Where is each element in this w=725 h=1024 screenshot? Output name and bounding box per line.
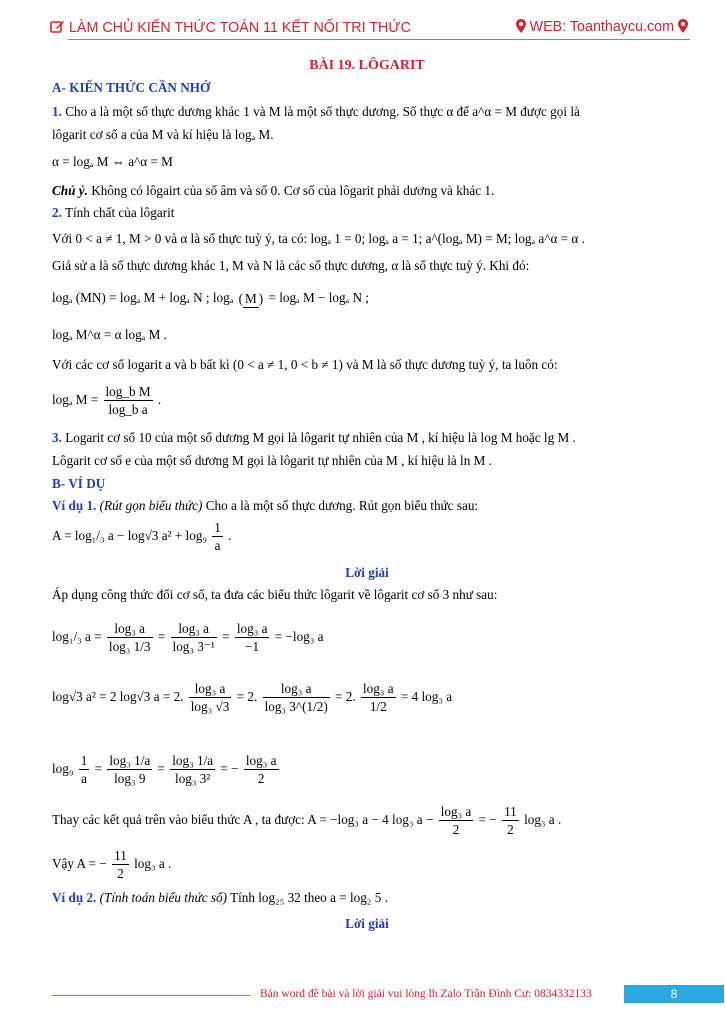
p2-f1-fraction: ( M ) [238, 290, 264, 306]
step1-left: log₁/₃ a = [52, 629, 102, 644]
ex2-text: Tính log₂₅ 32 theo a = log₂ 5 . [226, 890, 388, 905]
location-pin-icon [678, 19, 688, 33]
p2-line1: Với 0 < a ≠ 1, M > 0 và α là số thực tuỳ ý, ta có: logₐ 1 = 0; logₐ a = 1; a^(logₐ M) = M; logₐ a^α = α . [52, 231, 585, 246]
step4-end: log₃ a . [524, 812, 562, 827]
note [52, 182, 494, 200]
page-header [50, 19, 690, 41]
step3-left: log₉ [52, 761, 74, 776]
step2-end: = 4 log₃ a [400, 689, 453, 704]
step5-den: 2 [117, 866, 124, 882]
step3-f2-den: log₃ 3² [175, 771, 211, 787]
step3-f1-den: log₃ 9 [114, 771, 146, 787]
step3-f1-num: log₃ 1/a [109, 753, 151, 769]
step2-f2-num: log₃ a [263, 680, 330, 698]
location-pin-icon [516, 19, 526, 33]
p1-line1 [52, 103, 580, 121]
p2-f3-right: . [157, 392, 162, 407]
step2-f1-num: log₃ a [189, 680, 232, 698]
step3-eq2: = [157, 761, 165, 776]
ex1-formula-left: A = log₁/₃ a − log√3 a² + log₉ [52, 528, 207, 543]
step2-f2-den: log₃ 3^(1/2) [264, 699, 328, 715]
step3-eq1: = [94, 761, 103, 776]
ex1-italic: (Rút gọn biểu thức) [96, 498, 203, 513]
step2-mid2: = 2. [335, 689, 356, 704]
page-number: 8 [624, 985, 724, 1003]
p2-f1-left: logₐ (MN) = logₐ M + logₐ N ; logₐ [52, 290, 234, 305]
p2-f1-num: M [245, 290, 257, 306]
ex1-statement [52, 497, 478, 515]
step3-pre-frac [79, 752, 90, 787]
section-b-heading: B- VÍ DỤ [52, 476, 106, 491]
step1-f1-num: log₃ a [107, 620, 153, 638]
header-website[interactable]: WEB: Toanthaycu.com [529, 19, 675, 35]
step2-left: log√3 a² = 2 log√3 a = 2. [52, 689, 184, 704]
step1-f3-num: log₃ a [236, 621, 268, 637]
step3-pre-den: a [81, 771, 87, 787]
solution-intro: Áp dụng công thức đổi cơ số, ta đưa các biểu thức lôgarit về lôgarit cơ số 3 như sau: [52, 587, 498, 602]
footer-text: Bản word đề bài và lời giải vui lòng lh Zalo Trần Đình Cư: 0834332133 [260, 988, 592, 1000]
step1-end: = −log₃ a [274, 629, 324, 644]
step1-f2-num: log₃ a [171, 620, 217, 638]
p1-formula: α = logₐ M ⇔ a^α = M [52, 154, 173, 169]
ex1-frac-num: 1 [214, 520, 221, 536]
step2-mid1: = 2. [236, 689, 258, 704]
p2-f3-den: log_b a [108, 402, 148, 418]
ex1-formula-right: . [228, 528, 232, 543]
header-right[interactable] [516, 19, 688, 35]
step2-frac1 [189, 680, 232, 715]
p2-f3-left: logₐ M = [52, 392, 99, 407]
edit-icon [50, 19, 65, 34]
step1-frac3 [235, 620, 270, 655]
step5 [52, 844, 171, 884]
p3-number: 3. [52, 430, 62, 445]
p2-f3-fraction [104, 383, 153, 418]
step5-right: log₃ a . [134, 856, 172, 871]
step3-f2-num: log₃ 1/a [172, 753, 214, 769]
step2-f1-den: log₃ √3 [190, 699, 230, 715]
ex2-statement [52, 889, 388, 907]
step4 [52, 800, 561, 840]
p2-heading [52, 204, 174, 222]
step3-pre-num: 1 [80, 753, 88, 769]
step4-f1-den: 2 [452, 822, 460, 838]
p1-text: Cho a là một số thực dương khác 1 và M là một số thực dương. Số thực α để a^α = M được gọi là [65, 104, 580, 119]
footer-rule [52, 995, 250, 996]
step3-frac1 [107, 752, 152, 787]
step3-f3-den: 2 [257, 771, 265, 787]
p3-text: Logarit cơ số 10 của một số dương M gọi là lôgarit tự nhiên của M , kí hiệu là log M hoặc lg M . [61, 430, 576, 445]
ex1-text: Cho a là một số thực dương. Rút gọn biểu thức sau: [202, 498, 479, 513]
ex1-label: Ví dụ 1. [52, 498, 97, 513]
lesson-title: BÀI 19. LÔGARIT [309, 58, 425, 73]
step1-f3-den: −1 [245, 639, 260, 655]
p2-line2: Giả sử a là số thực dương khác 1, M và N là các số thực dương, α là số thực tuỳ ý. Khi đó: [52, 258, 530, 273]
step1-f1-den: log₃ 1/3 [108, 639, 151, 655]
header-left [50, 19, 411, 36]
step4-frac1 [439, 803, 474, 838]
step1-eq2: = [222, 629, 230, 644]
p2-number: 2. [52, 205, 62, 220]
step3-f3-num: log₃ a [245, 753, 277, 769]
solution2-heading: Lời giải [345, 916, 389, 931]
ex1-frac-den: a [214, 538, 221, 554]
ex1-formula [52, 518, 231, 554]
header-rule [68, 39, 690, 40]
header-title: LÀM CHỦ KIẾN THỨC TOÁN 11 KẾT NỐI TRI THỨC [68, 20, 411, 36]
p1-line2: lôgarit cơ số a của M và kí hiệu là logₐ M. [52, 127, 274, 142]
p2-formula1 [52, 280, 369, 317]
step1-frac2 [171, 620, 217, 655]
section-a-heading: A- KIẾN THỨC CẦN NHỚ [52, 80, 211, 95]
p2-title: Tính chất của lôgarit [61, 205, 175, 220]
p2-formula2: logₐ M^α = α logₐ M . [52, 327, 167, 342]
step3-frac2 [170, 752, 215, 787]
step5-num: 11 [114, 848, 127, 864]
note-label: Chú ý. [52, 183, 88, 198]
step4-f2-den: 2 [507, 822, 514, 838]
note-text: Không có lôgairt của số âm và số 0. Cơ số của lôgarit phải dương và khác 1. [87, 183, 495, 198]
step2-frac3 [361, 680, 396, 715]
step2-f3-den: 1/2 [369, 699, 387, 715]
step1-f2-den: log₃ 3⁻¹ [172, 639, 215, 655]
step4-neg: = − [478, 812, 497, 827]
step4-frac2 [502, 803, 519, 838]
step1 [52, 612, 324, 662]
ex2-label: Ví dụ 2. [52, 890, 97, 905]
step2-f3-num: log₃ a [362, 681, 394, 697]
p2-formula3 [52, 382, 161, 418]
step2 [52, 672, 452, 722]
step3-neg: = − [220, 761, 239, 776]
step4-text: Thay các kết quả trên vào biểu thức A , ta được: A = −log₃ a − 4 log₃ a − [52, 812, 434, 827]
p3-line2: Lôgarit cơ số e của một số dương M gọi là lôgarit tự nhiên của M , kí hiệu là ln M . [52, 453, 492, 468]
step3 [52, 744, 281, 794]
solution-heading: Lời giải [345, 565, 389, 580]
ex1-fraction [212, 519, 223, 554]
step1-frac1 [107, 620, 153, 655]
p2-f3-num: log_b M [105, 384, 151, 400]
step4-f2-num: 11 [504, 804, 517, 820]
p3-line1 [52, 429, 576, 447]
p2-f1-right: = logₐ M − logₐ N ; [268, 290, 369, 305]
p2-line3: Với các cơ số logarit a và b bất kì (0 < a ≠ 1, 0 < b ≠ 1) và M là số thực dương tuỳ ý, ta luôn có: [52, 357, 558, 372]
p1-number: 1. [52, 104, 62, 119]
step1-eq1: = [157, 629, 166, 644]
step4-f1-num: log₃ a [440, 804, 472, 820]
step3-frac3 [244, 752, 279, 787]
step5-left: Vậy A = − [52, 856, 107, 871]
step2-frac2 [263, 680, 330, 715]
step5-frac [112, 847, 129, 882]
ex2-italic: (Tính toán biểu thức số) [96, 890, 227, 905]
